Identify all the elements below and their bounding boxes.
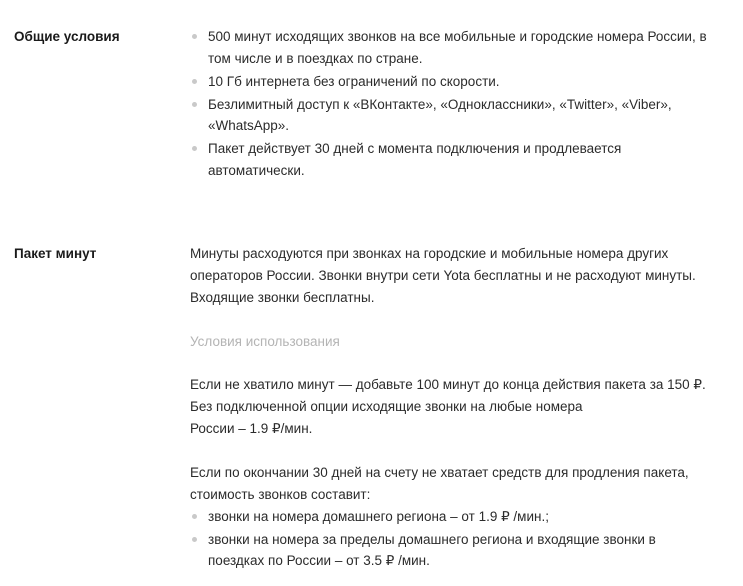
section-body-general-conditions bbox=[190, 26, 729, 183]
extra-minutes-line-3: России – 1.9 ₽/мин. bbox=[190, 421, 313, 437]
list-item: 500 минут исходящих звонков на все мобильные и городские номера России, в том числе и в поездках по стране. bbox=[190, 26, 711, 70]
extra-minutes-line-1: Если не хватило минут — добавьте 100 минут до конца действия пакета за 150 ₽. bbox=[190, 377, 706, 393]
spacer bbox=[190, 352, 711, 374]
section-body-minutes-package bbox=[190, 243, 729, 573]
spacer bbox=[190, 309, 711, 331]
usage-conditions-subheading: Условия использования bbox=[190, 333, 340, 349]
call-rates-list bbox=[190, 506, 711, 573]
section-divider-space bbox=[14, 183, 729, 243]
list-item: Пакет действует 30 дней с момента подключения и продлевается автоматически. bbox=[190, 138, 711, 182]
list-item: 10 Гб интернета без ограничений по скорости. bbox=[190, 71, 711, 93]
section-title-minutes-package: Пакет минут bbox=[14, 246, 97, 262]
list-item: Безлимитный доступ к «ВКонтакте», «Одноклассники», «Twitter», «Viber», «WhatsApp». bbox=[190, 94, 711, 138]
insufficient-funds-paragraph: Если по окончании 30 дней на счету не хватает средств для продления пакета, стоимость звонков составит: bbox=[190, 465, 689, 502]
section-general-conditions bbox=[14, 26, 729, 183]
spacer bbox=[190, 440, 711, 462]
extra-minutes-line-2: Без подключенной опции исходящие звонки на любые номера bbox=[190, 399, 583, 415]
section-minutes-package bbox=[14, 243, 729, 573]
list-item: звонки на номера за пределы домашнего региона и входящие звонки в поездках по России – от 3.5 ₽ /мин. bbox=[190, 529, 711, 573]
general-conditions-list bbox=[190, 26, 711, 182]
section-title-general-conditions: Общие условия bbox=[14, 29, 120, 44]
list-item: звонки на номера домашнего региона – от 1.9 ₽ /мин.; bbox=[190, 506, 711, 528]
minutes-intro-paragraph: Минуты расходуются при звонках на городские и мобильные номера других операторов России. Звонки внутри сети Yota бесплатны и не расходуют минуты. Входящие звонки бесплатны. bbox=[190, 246, 696, 305]
